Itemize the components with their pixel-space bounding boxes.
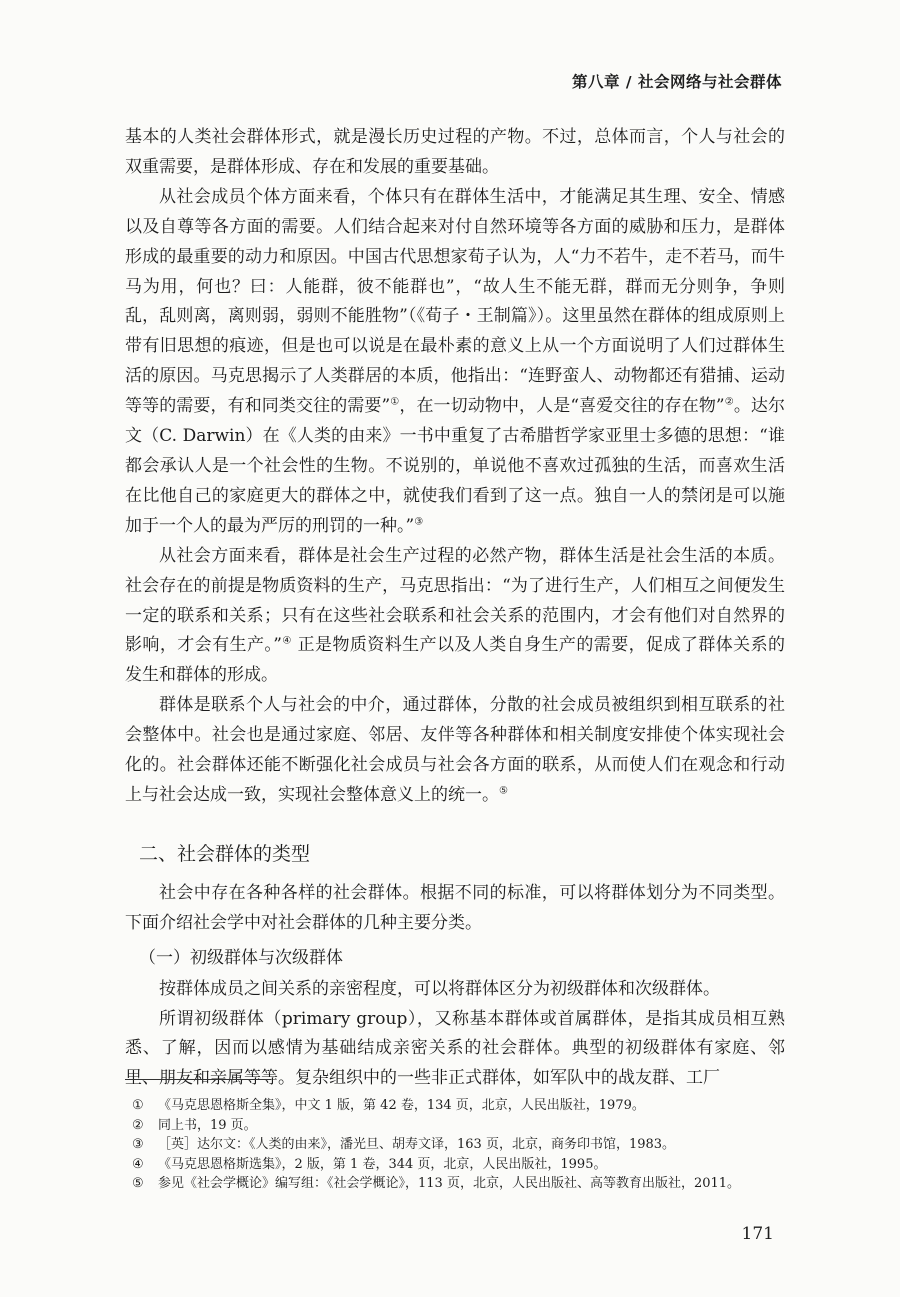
footnote-text: 《马克思恩格斯全集》，中文 1 版，第 42 卷，134 页，北京，人民出版社，1979。 (158, 1098, 645, 1113)
footnote (132, 1135, 812, 1155)
chapter-header: 第八章 / 社会网络与社会群体 (572, 73, 782, 91)
footnote (132, 1116, 812, 1136)
paragraph-3 (125, 542, 785, 692)
paragraph-1: 基本的人类社会群体形式，就是漫长历史过程的产物。不过，总体而言，个人与社会的双重需要，是群体形成、存在和发展的重要基础。 (125, 127, 785, 177)
note-ref-3: ③ (414, 516, 424, 528)
footnotes (132, 1096, 812, 1194)
footnote-mark: ③ (132, 1137, 144, 1152)
paragraph-7: 所谓初级群体（primary group），又称基本群体或首属群体，是指其成员相互熟悉、了解，因而以感情为基础结成亲密关系的社会群体。典型的初级群体有家庭、邻里、朋友和亲属等等。复杂组织中的一些非正式群体，如军队中的战友群、工厂 (125, 1008, 785, 1089)
footnote (132, 1174, 812, 1194)
note-ref-1: ① (390, 396, 400, 408)
footnote-text: 《马克思恩格斯选集》，2 版，第 1 卷，344 页，北京，人民出版社，1995。 (158, 1156, 607, 1172)
paragraph-3-part-1: 从社会方面来看，群体是社会生产过程的必然产物，群体生活是社会生活的本质。社会存在的前提是物质资料的生产，马克思指出：“为了进行生产，人们相互之间便发生一定的联系和关系；只有在这些社会联系和社会关系的范围内，才会有他们对自然界的影响，才会有生产。” (125, 545, 785, 656)
footnote-text: 同上书，19 页。 (158, 1117, 257, 1133)
footnote-mark: ① (132, 1098, 144, 1113)
footnote (132, 1155, 812, 1175)
paragraph-4 (125, 691, 785, 811)
section-heading: 二、社会群体的类型 (139, 842, 311, 865)
footnote-text: 参见《社会学概论》编写组：《社会学概论》，113 页，北京，人民出版社、高等教育出版社，2011。 (158, 1176, 741, 1191)
footnote-mark: ⑤ (132, 1176, 144, 1191)
footnote-text: ［英］达尔文：《人类的由来》，潘光旦、胡寿文译，163 页，北京，商务印书馆，1983。 (158, 1137, 676, 1152)
footnote-mark: ④ (132, 1156, 144, 1172)
footnote (132, 1096, 812, 1116)
footnote-mark: ② (132, 1117, 144, 1133)
paragraph-3-part-2: 正是物质资料生产以及人类自身生产的需要，促成了群体关系的发生和群体的形成。 (125, 635, 785, 686)
paragraph-5: 社会中存在各种各样的社会群体。根据不同的标准，可以将群体划分为不同类型。下面介绍社会学中对社会群体的几种主要分类。 (125, 882, 785, 933)
paragraph-6: 按群体成员之间关系的亲密程度，可以将群体区分为初级群体和次级群体。 (159, 978, 720, 999)
note-ref-5: ⑤ (499, 785, 508, 797)
footnote-rule (125, 1079, 271, 1080)
subsection-heading: （一）初级群体与次级群体 (139, 947, 343, 968)
paragraph-2 (125, 183, 785, 542)
paragraph-2-part-3: 。达尔文（C. Darwin）在《人类的由来》一书中重复了古希腊哲学家亚里士多德的思想：“谁都会承认人是一个社会性的生物。不说别的，单说他不喜欢过孤独的生活，而喜欢生活在比他自己的家庭更大的群体之中，就使我们看到了这一点。独自一人的禁闭是可以施加于一个人的最为严厉的刑罚的一种。” (125, 396, 786, 536)
page-number: 171 (741, 1224, 774, 1244)
paragraph-2-part-1: 从社会成员个体方面来看，个体只有在群体生活中，才能满足其生理、安全、情感以及自尊等各方面的需要。人们结合起来对付自然环境等各方面的威胁和压力，是群体形成的最重要的动力和原因。中国古代思想家荀子认为，人“力不若牛，走不若马，而牛马为用，何也？曰：人能群，彼不能群也”，“故人生不能无群，群而无分则争，争则乱，乱则离，离则弱，弱则不能胜物”（《荀子・王制篇》）。这里虽然在群体的组成原则上带有旧思想的痕迹，但是也可以说是在最朴素的意义上从一个方面说明了人们过群体生活的原因。马克思揭示了人类群居的本质，他指出：“连野蛮人、动物都还有猎捕、运动等等的需要，有和同类交往的需要” (125, 186, 785, 417)
note-ref-2: ② (724, 396, 734, 408)
main-text (125, 123, 785, 1094)
note-ref-4: ④ (281, 635, 292, 647)
paragraph-2-part-2: ，在一切动物中，人是“喜爱交往的存在物” (399, 396, 725, 417)
paragraph-4-text: 群体是联系个人与社会的中介，通过群体，分散的社会成员被组织到相互联系的社会整体中。社会也是通过家庭、邻居、友伴等各种群体和相关制度安排使个体实现社会化的。社会群体还能不断强化社会成员与社会各方面的联系，从而使人们在观念和行动上与社会达成一致，实现社会整体意义上的统一。 (125, 695, 785, 805)
